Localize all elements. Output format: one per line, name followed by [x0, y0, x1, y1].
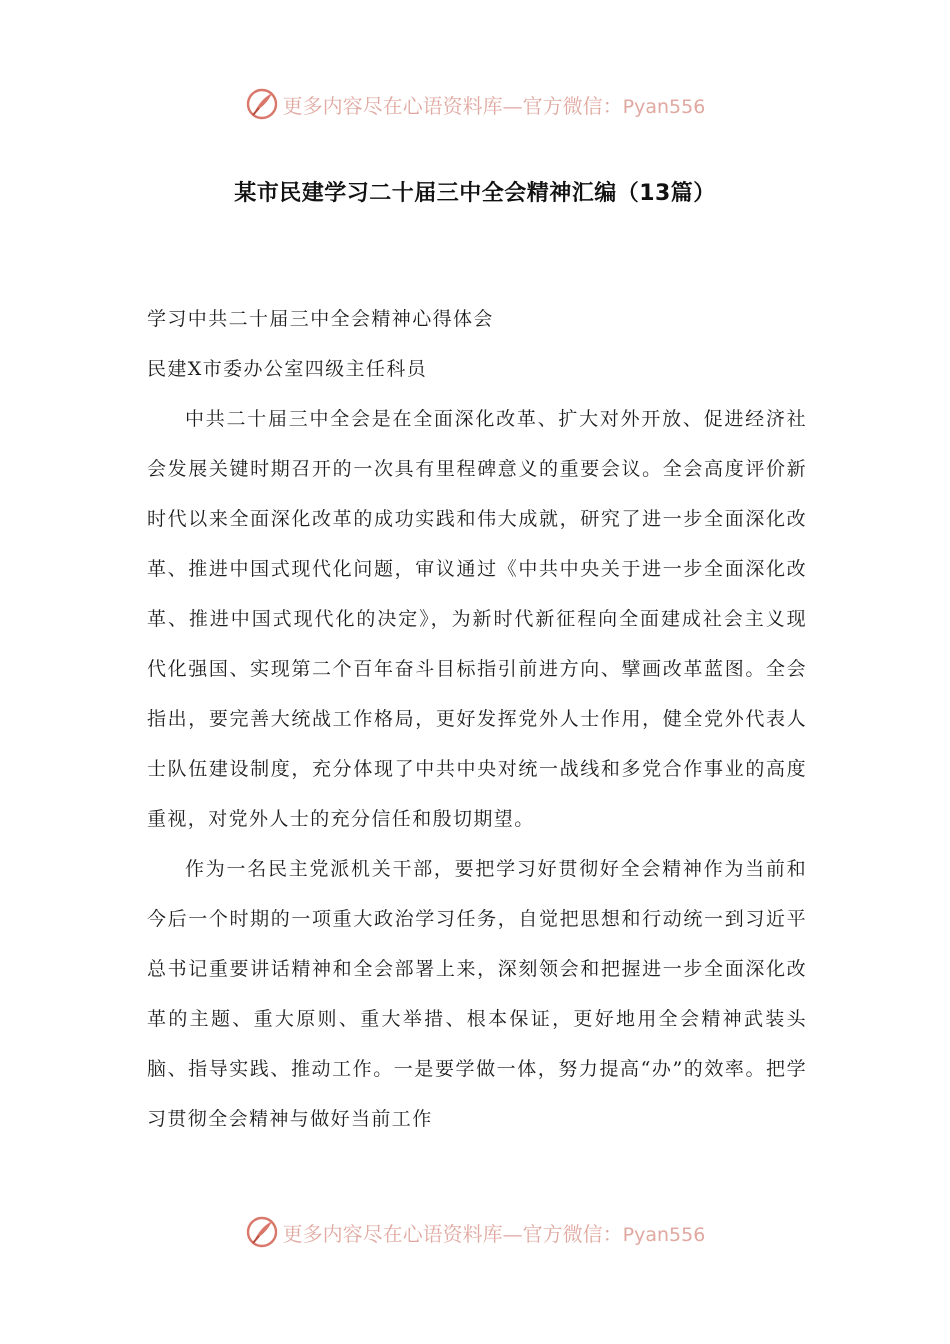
- watermark-label: 更多内容尽在心语资料库—官方微信：: [282, 1221, 623, 1246]
- document-title: 某市民建学习二十届三中全会精神汇编（13篇）: [234, 181, 716, 206]
- article-title: 学习中共二十届三中全会精神心得体会: [147, 308, 494, 330]
- quill-logo-icon: [245, 87, 279, 121]
- body-paragraph: 作为一名民主党派机关干部，要把学习好贯彻好全会精神作为当前和今后一个时期的一项重大政治学习任务，自觉把思想和行动统一到习近平总书记重要讲话精神和全会部署上来，深刻领会和把握进一步全面深化改革的主题、重大原则、重大举措、根本保证，更好地用全会精神武装头脑、指导实践、推动工作。一是要学做一体，努力提高“办”的效率。把学习贯彻全会精神与做好当前工作: [147, 858, 807, 1130]
- watermark-label: 更多内容尽在心语资料库—官方微信：: [282, 93, 623, 118]
- body-paragraph: 中共二十届三中全会是在全面深化改革、扩大对外开放、促进经济社会发展关键时期召开的一次具有里程碑意义的重要会议。全会高度评价新时代以来全面深化改革的成功实践和伟大成就，研究了进一步全面深化改革、推进中国式现代化问题，审议通过《中共中央关于进一步全面深化改革、推进中国式现代化的决定》，为新时代新征程向全面建成社会主义现代化强国、实现第二个百年奋斗目标指引前进方向、擘画改革蓝图。全会指出，要完善大统战工作格局，更好发挥党外人士作用，健全党外代表人士队伍建设制度，充分体现了中共中央对统一战线和多党合作事业的高度重视，对党外人士的充分信任和殷切期望。: [147, 408, 807, 830]
- quill-logo-icon: [245, 1215, 279, 1249]
- watermark-text: [283, 90, 706, 119]
- document-body: [147, 294, 807, 1144]
- watermark-text: [283, 1218, 706, 1247]
- watermark-banner-top: [0, 84, 950, 124]
- article-author: 民建X市委办公室四级主任科员: [147, 358, 428, 380]
- watermark-handle: Pyan556: [622, 95, 706, 118]
- watermark-handle: Pyan556: [622, 1223, 706, 1246]
- watermark-banner-bottom: [0, 1212, 950, 1252]
